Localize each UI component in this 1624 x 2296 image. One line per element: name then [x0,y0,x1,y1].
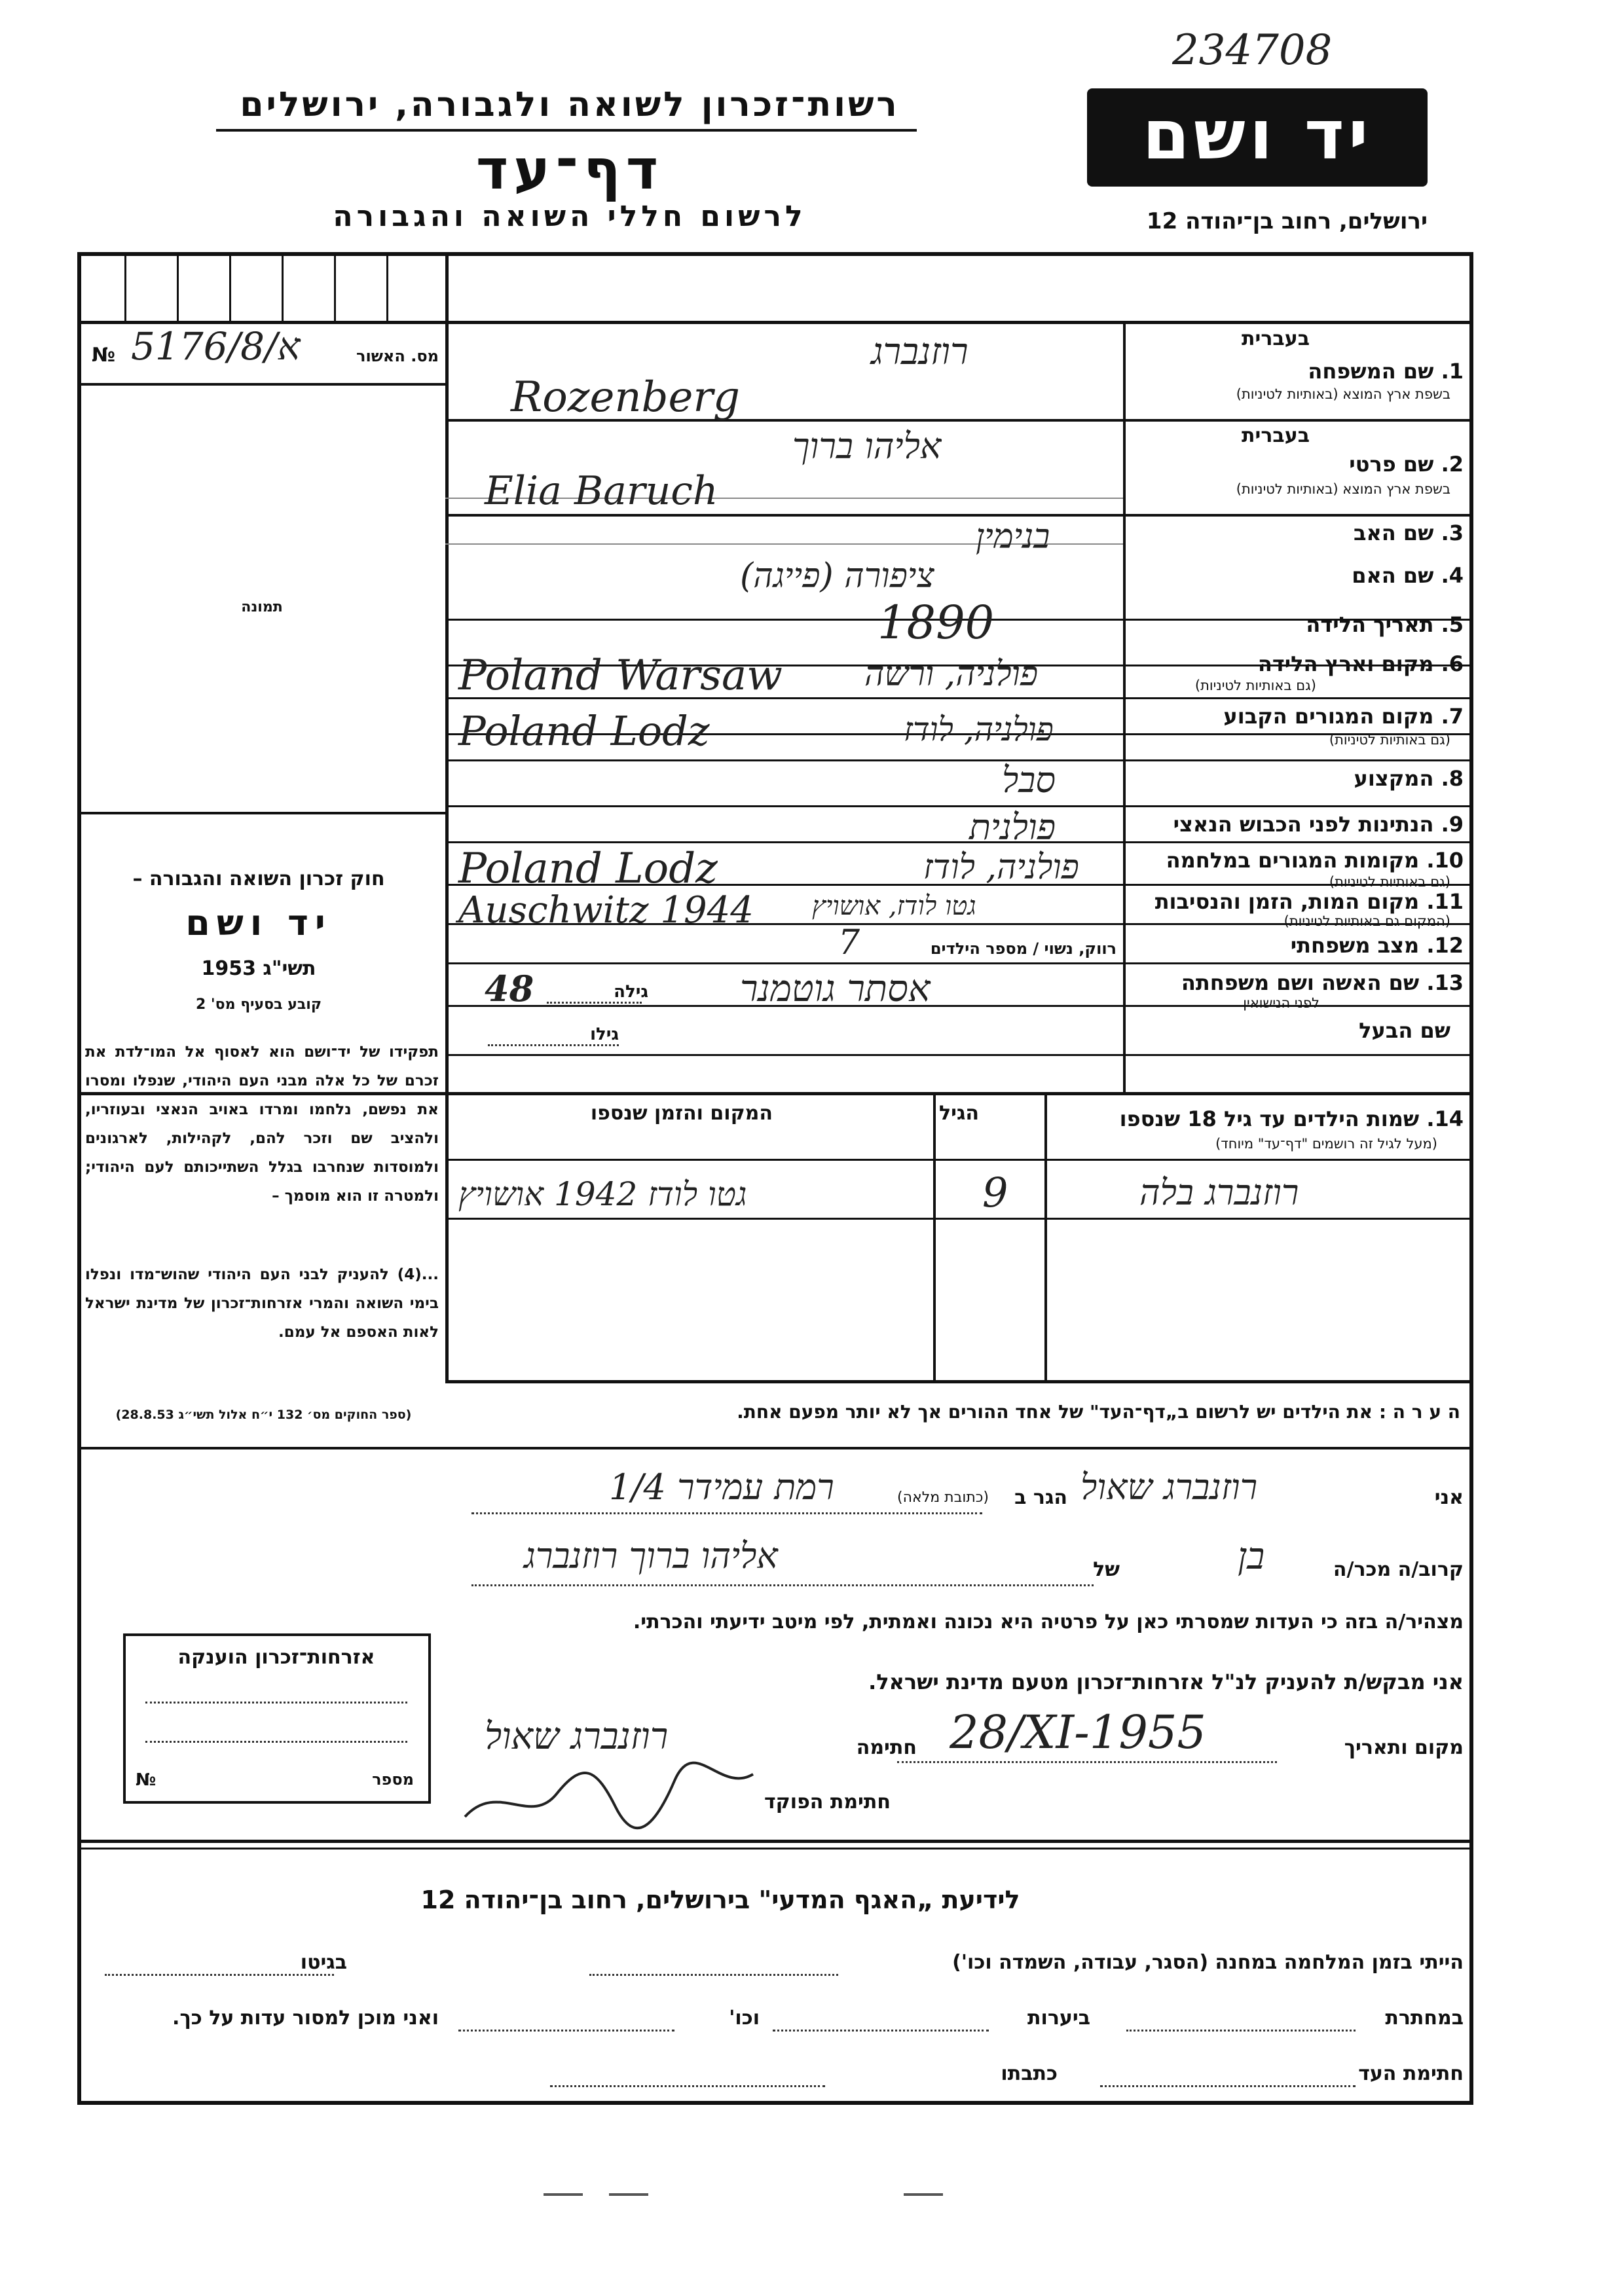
field-1-label-text: שם המשפחה [1308,359,1434,384]
field-4-num: 4. [1441,563,1464,588]
field-4-value: ציפורה (פייגה) [740,556,934,596]
archive-number: 234708 [1172,26,1333,75]
approval-no-symbol: № [92,344,116,367]
field-9-value: פולנית [969,807,1056,848]
field-7-value-latin: Poland Lodz [458,707,710,755]
field-3-value: בנימין [976,517,1050,556]
declaration-i-label: אני [1434,1486,1464,1509]
field-8-value: סבל [1002,759,1056,801]
footer-line2-dots-3 [458,2030,674,2032]
field-2-num: 2. [1441,452,1464,477]
field-12-value: 7 [838,923,860,962]
logo-text: יד ושם [1142,95,1373,175]
field-3-label-text: שם האב [1353,520,1434,545]
field-6-sub: (גם באותיות לטיניות) [1194,678,1316,693]
note: ה ע ר ה : את הילדים יש לרשום ב„דף־העד" של אחד ההורים אך לא יותר מפעם אחת. [737,1401,1460,1423]
field-13-age-value: 48 [485,968,534,1010]
signature-value: רוזנברג שאול [485,1715,669,1758]
declaration-i-value: רוזנברג שאול [1080,1467,1258,1508]
declaration-address-value: רמת עמידר 1/4 [609,1467,834,1508]
citizenship-line-2 [145,1741,407,1743]
field-5-value: 1890 [877,596,995,649]
footer-line2-b: ביערות [1027,2007,1090,2030]
field-13-value: אסתר גוטמנר [740,968,931,1010]
field-13-num: 13. [1426,970,1464,995]
law-clause: קובע בסעיף מס' 2 [195,996,322,1013]
of-line [471,1584,1094,1586]
field-13-age-line [547,1002,642,1004]
citizenship-box-title: אזרחות־זכרון הוענקה [177,1646,375,1669]
form-subtitle: לרשום חללי השואה והגבורה [333,200,807,233]
header-underline [216,129,917,132]
footer-line3-b: כתבתו [1001,2062,1058,2085]
children-sub: (מעל לגיל זה רושמים "דף־עד" מיוחד) [1215,1136,1437,1152]
law-year: תשי"ג 1953 [201,957,316,980]
husband-age-line [488,1044,619,1046]
declaration-relative-label: קרוב/ה מכר/ה [1333,1558,1464,1581]
field-2-sub: בשפת ארץ המוצא (באותיות לטיניות) [1236,481,1450,497]
field-5-label [1306,612,1464,637]
children-label-text: שמות הילדים עד גיל 18 שנספו [1119,1106,1420,1131]
field-7-label [1223,704,1464,729]
declaration-resident-sub: (כתובת מלאה) [897,1489,989,1506]
field-13-label-text: שם האשה ושם משפחתה [1181,970,1420,995]
field-5-label-text: תאריך הלידה [1306,612,1434,637]
field-4-label-text: שם האם [1352,563,1434,588]
approval-number-value: א/5176/8 [131,324,301,369]
field-1-sub: בשפת ארץ המוצא (באותיות לטיניות) [1236,386,1450,402]
declaration-request: אני מבקש/ת להעניק לנ"ל אזרחות־זכרון מטעם מדינת ישראל. [868,1669,1464,1694]
field-11-num: 11. [1426,889,1464,914]
field-12-label [1291,933,1464,958]
place-date-value: 28/XI-1955 [950,1705,1206,1759]
footer-line2-a: במחתרת [1385,2007,1464,2030]
citizenship-line-1 [145,1702,407,1704]
field-1-value-latin: Rozenberg [511,373,740,422]
place-date-label: מקום ותאריך [1344,1736,1464,1759]
law-heading: חוק זכרון השואה והגבורה – [132,867,385,890]
law-reference: (ספר החוקים מס׳ 132 י״ח אלול תשי״ג 28.8.53) [115,1408,412,1422]
officer-signature [458,1755,760,1833]
field-13-age-label: גילה [614,982,648,1002]
place-date-line [897,1761,1277,1763]
footer-line1-dots-2 [105,1974,334,1976]
field-1-label [1308,359,1464,384]
officer-label: חתימת הפוקד [764,1791,891,1813]
field-10-value-hebrew: פולניה, לודז [923,848,1079,887]
footer-line2-dots-2 [773,2030,989,2032]
footer-line3-dots-2 [550,2085,825,2087]
footer-line1-b: בגיטו [300,1951,347,1974]
husband-age-label: גילו [590,1025,619,1044]
field-7-value-hebrew: פולניה, לודז [904,710,1054,748]
field-12-label-text: מצב משפחתי [1290,933,1420,958]
field-9-num: 9. [1441,812,1464,837]
field-7-num: 7. [1441,704,1464,729]
field-1-num: 1. [1441,359,1464,384]
field-11-label-text: מקום המות, הזמן והנסיבות [1154,889,1420,914]
field-13-sub: לפני הנישואין [1243,995,1320,1011]
husband-label: שם הבעל [1359,1018,1450,1043]
form-title: דף־עד [475,137,664,202]
field-4-label [1352,563,1464,588]
law-paragraph-1: תפקידו של יד־ושם הוא לאסוף אל המו־לדת את זכרם של כל אלה מבני העם היהודי, שנפלו ומסרו את נפשם, נלחמו ומרדו באויב הנאצי ובעוזריו, ולהציב שם וזכר להם, לקהילות, לארגונים ולמוסדות שנחרבו בגלל השתייכותם לעם היהודי; ולמטרה זו הוא מוסמך – [85,1044,439,1205]
declaration-relative-value: בן [1238,1535,1265,1578]
children-num: 14. [1426,1106,1464,1131]
children-label [1120,1106,1464,1131]
declaration-of-label: של [1093,1558,1120,1581]
field-10-value-latin: Poland Lodz [458,845,718,893]
children-col-place-time: המקום והזמן שנספו [590,1102,773,1125]
children-col-age: הגיל [939,1102,979,1125]
field-8-label [1354,766,1464,791]
field-8-num: 8. [1441,766,1464,791]
declaration-of-value: אליהו ברוך רוזנברג [524,1535,778,1576]
field-2-value-latin: Elia Baruch [485,468,718,514]
field-2-value-hebrew: אליהו ברוך [792,426,942,467]
yad-vashem-logo [1087,88,1428,187]
field-6-value-hebrew: פולניה, ורשה [864,655,1039,694]
field-2-label-text: שם פרטי [1349,452,1434,477]
field-3-num: 3. [1441,520,1464,545]
declaration-resident-label: הגר ב [1014,1486,1067,1509]
field-2-label [1349,452,1464,477]
field-5-num: 5. [1441,612,1464,637]
footer-line3-a: חתימת העד [1358,2062,1464,2085]
footer-line1-a: הייתי בזמן המלחמה במחנה (הסגר, עבודה, השמדה וכו') [952,1951,1464,1974]
footer-line2-dots-1 [1126,2030,1356,2032]
address-line [471,1512,982,1514]
field-1-hebrew-tag: בעברית [1242,327,1310,350]
field-9-label-text: הנתינות לפני הכבוש הנאצי [1173,812,1434,837]
footer-title: לידיעת „האגף המדעי" בירושלים, רחוב בן־יהודה 12 [420,1886,1020,1914]
citizenship-box [123,1633,431,1804]
field-11-sub: (המקום גם באותיות לטיניות) [1283,913,1450,929]
field-13-label [1181,970,1464,995]
field-6-label-text: מקום וארץ הלידה [1257,651,1434,676]
field-11-label [1155,889,1464,914]
declaration-statement: מצהיר/ה בזה כי העדות שמסרתי כאן על פרטיה היא נכונה ואמתית, לפי מיטב ידיעתי והכרתי. [633,1611,1464,1633]
citizenship-number-label: מספר [372,1770,414,1789]
footer-line3-dots-1 [1100,2085,1356,2087]
child-row-1-place-time: גטו לודז 1942 אושויץ [458,1175,747,1213]
header-address: ירושלים, רחוב בן־יהודה 12 [1146,208,1428,234]
field-7-label-text: מקום המגורים הקבוע [1223,704,1434,729]
footer-line2-d: ואני מוכן למסור עדות על כך. [172,2007,439,2030]
field-3-label [1354,520,1464,545]
approval-label: מס. האשור [356,347,439,365]
child-row-1-name: רוזנברג בלה [1139,1172,1299,1213]
field-6-label [1258,651,1464,676]
field-10-sub: (גם באותיות לטיניות) [1329,874,1450,890]
law-name: יד ושם [185,902,332,943]
field-9-label [1173,812,1464,837]
field-7-sub: (גם באותיות לטיניות) [1329,732,1450,748]
field-6-num: 6. [1441,651,1464,676]
field-10-label-text: מקומות המגורים במלחמה [1166,848,1420,873]
photo-label: תמונה [241,599,283,615]
field-8-label-text: המקצוע [1354,766,1434,791]
footer-line2-c: וכו' [729,2007,760,2030]
field-11-value-latin: Auschwitz 1944 [458,889,754,932]
field-1-value-hebrew: רוזנברג [871,331,969,373]
law-paragraph-2: ...(4) להעניק לבני העם היהודי שהוש־מדו ונפלו בימי השואה והמרי אזרחות־זכרון של מדינת ישראל לאות האספם אל עמם. [85,1266,439,1341]
child-row-1-age: 9 [982,1169,1008,1216]
footer-line1-dots-1 [589,1974,838,1976]
field-12-prefix: רווק, נשוי / מספר הילדים [930,939,1116,958]
field-6-value-latin: Poland Warsaw [458,651,783,700]
field-12-num: 12. [1426,933,1464,958]
field-10-num: 10. [1426,848,1464,873]
field-10-label [1166,848,1464,873]
field-2-hebrew-tag: בעברית [1242,424,1310,447]
citizenship-no-symbol: № [136,1770,157,1790]
signature-label: חתימה [856,1736,917,1759]
authority-title: רשות־זכרון לשואה ולגבורה, ירושלים [240,85,900,124]
field-11-value-hebrew: גטו לודז, אושויץ [812,891,976,921]
